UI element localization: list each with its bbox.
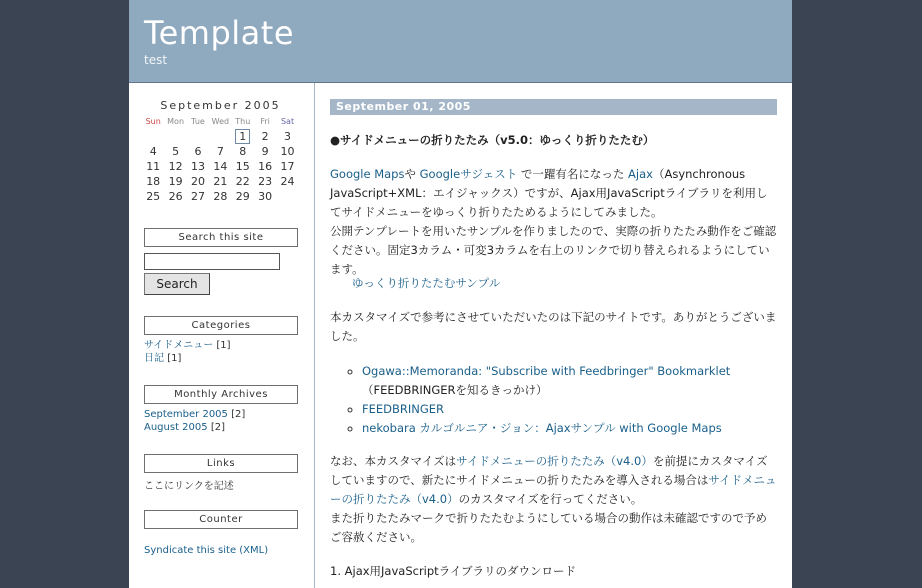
archive-link[interactable]: August 2005 bbox=[144, 422, 208, 433]
calendar-day: 2 bbox=[261, 130, 269, 143]
syndicate-link[interactable]: Syndicate this site (XML) bbox=[144, 545, 269, 556]
links-heading: Links bbox=[144, 454, 298, 473]
calendar-weekday: Fri bbox=[260, 117, 270, 126]
page bbox=[129, 0, 792, 588]
post-paragraph-notes: なお、本カスタマイズはサイドメニューの折りたたみ（v4.0）を前提にカスタマイズしていますので、新たにサイドメニューの折りたたみを導入される場合はサイドメニューの折りたたみ（v4.0）のカスタマイズを行ってください。 また折りたたみマークで折りたたむようにしている場合の動作は未確認ですので予めご容赦ください。 bbox=[330, 454, 777, 544]
calendar-day: 8 bbox=[239, 145, 247, 158]
post-step-1: 1. Ajax用JavaScriptライブラリのダウンロード bbox=[330, 564, 576, 578]
reference-note: （FEEDBRINGERを知るきっかけ） bbox=[362, 383, 548, 397]
calendar-day: 18 bbox=[146, 175, 161, 188]
date-header: September 01, 2005 bbox=[330, 99, 777, 115]
links-text: ここにリンクを記述 bbox=[144, 481, 234, 492]
calendar-day: 29 bbox=[235, 190, 250, 203]
list-item bbox=[144, 339, 231, 352]
calendar-weekday: Sun bbox=[145, 117, 161, 126]
list-item bbox=[144, 352, 231, 365]
calendar-day: 23 bbox=[258, 175, 273, 188]
list-item bbox=[362, 362, 792, 400]
calendar-grid bbox=[142, 115, 299, 204]
calendar-day: 15 bbox=[235, 160, 250, 173]
calendar-day: 4 bbox=[149, 145, 157, 158]
post-title: ●サイドメニューの折りたたみ（v5.0：ゆっくり折りたたむ） bbox=[330, 133, 655, 147]
calendar-day: 21 bbox=[213, 175, 228, 188]
category-link[interactable]: サイドメニュー bbox=[144, 340, 214, 351]
google-suggest-link[interactable]: Googleサジェスト bbox=[419, 167, 518, 181]
main-content bbox=[315, 83, 792, 588]
counter-heading: Counter bbox=[144, 510, 298, 529]
calendar-blank bbox=[187, 129, 209, 144]
calendar-day: 6 bbox=[194, 145, 202, 158]
calendar-weekday: Mon bbox=[167, 117, 185, 126]
calendar-weekday: Wed bbox=[211, 117, 230, 126]
reference-link[interactable]: nekobara カルゴルニア・ジョン：Ajaxサンプル with Google Maps bbox=[362, 421, 722, 435]
category-link[interactable]: 日記 bbox=[144, 353, 164, 364]
calendar bbox=[142, 99, 299, 204]
calendar-weekday: Sat bbox=[280, 117, 295, 126]
calendar-day: 25 bbox=[146, 190, 161, 203]
calendar-day: 14 bbox=[213, 160, 228, 173]
post-paragraph-refs: 本カスタマイズで参考にさせていただいたのは下記のサイトです。ありがとうございました。 bbox=[330, 310, 777, 343]
calendar-day: 19 bbox=[168, 175, 183, 188]
sidebar bbox=[129, 83, 315, 588]
calendar-day: 9 bbox=[261, 145, 269, 158]
calendar-day: 10 bbox=[280, 145, 295, 158]
ajax-link[interactable]: Ajax bbox=[628, 167, 653, 181]
calendar-blank bbox=[164, 129, 186, 144]
post-paragraph-intro: Google Mapsや Googleサジェスト で一躍有名になった Ajax（Asynchronous JavaScript+XML：エイジャックス）ですが、Ajax用JavaScriptライブラリを利用してサイドメニューをゆっくり折りたためるようにしてみました。 公開テンプレートを用いたサンプルを作りましたので、実際の折りたたみ動作をご確認ください。固定3カラム・可変3カラムを右上のリンクで切り替えられるようにしています。 bbox=[330, 167, 777, 276]
calendar-weekday: Thu bbox=[235, 117, 251, 126]
v4-link[interactable]: サイドメニューの折りたたみ（v4.0） bbox=[456, 454, 653, 468]
calendar-day: 3 bbox=[284, 130, 292, 143]
calendar-day: 28 bbox=[213, 190, 228, 203]
calendar-day: 7 bbox=[216, 145, 224, 158]
calendar-day: 27 bbox=[190, 190, 205, 203]
archive-count: [2] bbox=[231, 409, 246, 420]
sample-link[interactable]: ゆっくり折りたたむサンプル bbox=[352, 276, 501, 290]
calendar-day: 26 bbox=[168, 190, 183, 203]
search-input[interactable] bbox=[144, 253, 280, 270]
archive-link[interactable]: September 2005 bbox=[144, 409, 228, 420]
calendar-blank bbox=[209, 129, 231, 144]
calendar-weekday: Tue bbox=[191, 117, 205, 126]
list-item bbox=[362, 400, 792, 419]
search-button[interactable]: Search bbox=[144, 273, 210, 295]
reference-link[interactable]: FEEDBRINGER bbox=[362, 402, 445, 416]
calendar-day[interactable]: 1 bbox=[232, 129, 254, 144]
list-item bbox=[362, 419, 792, 438]
categories-list bbox=[144, 339, 231, 365]
archive-count: [2] bbox=[210, 422, 225, 433]
calendar-day: 24 bbox=[280, 175, 295, 188]
site-title[interactable]: Template bbox=[144, 14, 295, 52]
calendar-day: 20 bbox=[190, 175, 205, 188]
google-maps-link[interactable]: Google Maps bbox=[330, 167, 405, 181]
archives-heading: Monthly Archives bbox=[144, 385, 298, 404]
calendar-day: 22 bbox=[235, 175, 250, 188]
v4-link[interactable]: サイドメニューの折りたたみ（v4.0） bbox=[330, 473, 777, 506]
reference-link[interactable]: Ogawa::Memoranda: "Subscribe with Feedbringer" Bookmarklet bbox=[362, 364, 731, 378]
calendar-day: 5 bbox=[172, 145, 180, 158]
calendar-day: 13 bbox=[190, 160, 205, 173]
calendar-day: 17 bbox=[280, 160, 295, 173]
calendar-day: 11 bbox=[146, 160, 161, 173]
list-item bbox=[144, 408, 245, 421]
calendar-day: 30 bbox=[258, 190, 273, 203]
category-count: [1] bbox=[167, 353, 182, 364]
categories-heading: Categories bbox=[144, 316, 298, 335]
search-heading: Search this site bbox=[144, 228, 298, 247]
list-item bbox=[144, 421, 245, 434]
reference-list bbox=[330, 362, 792, 438]
category-count: [1] bbox=[216, 340, 231, 351]
banner bbox=[129, 0, 792, 83]
calendar-day: 12 bbox=[168, 160, 183, 173]
site-description: test bbox=[144, 53, 168, 67]
archives-list bbox=[144, 408, 245, 434]
calendar-caption: September 2005 bbox=[160, 99, 281, 112]
calendar-day: 16 bbox=[258, 160, 273, 173]
calendar-blank bbox=[142, 129, 164, 144]
